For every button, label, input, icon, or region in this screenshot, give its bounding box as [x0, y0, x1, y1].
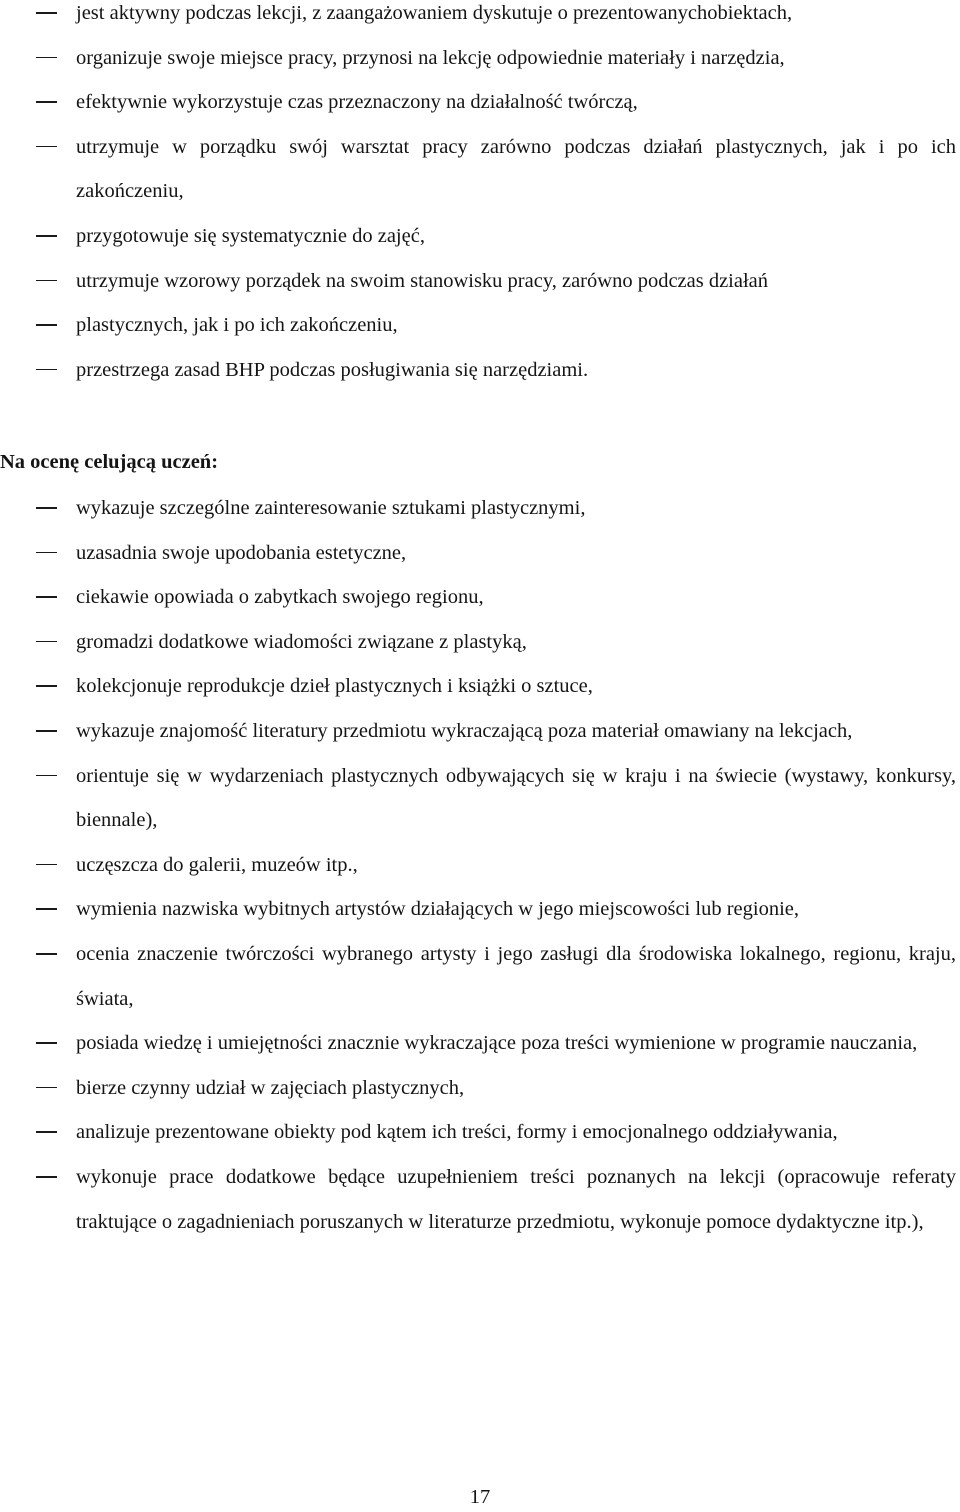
dash-bullet — [36, 146, 57, 148]
dash-bullet — [36, 1131, 57, 1133]
dash-bullet — [36, 280, 57, 282]
list-item: efektywnie wykorzystuje czas przeznaczony na działalność twórczą, — [0, 80, 958, 125]
list-item: bierze czynny udział w zajęciach plastycznych, — [0, 1066, 958, 1111]
dash-bullet — [36, 12, 57, 14]
dash-bullet — [36, 1042, 57, 1044]
dash-bullet — [36, 596, 57, 598]
dash-bullet — [36, 552, 57, 554]
requirements-list-excellent-grade — [0, 486, 958, 1244]
dash-bullet — [36, 908, 57, 910]
list-item: ciekawie opowiada o zabytkach swojego regionu, — [0, 575, 958, 620]
page-number: 17 — [469, 1486, 491, 1508]
list-item: organizuje swoje miejsce pracy, przynosi na lekcję odpowiednie materiały i narzędzia, — [0, 36, 958, 81]
section-heading: Na ocenę celującą uczeń: — [0, 451, 219, 473]
list-item: ocenia znaczenie twórczości wybranego artysty i jego zasługi dla środowiska lokalnego, regionu, kraju, świata, — [0, 932, 958, 1021]
list-item: plastycznych, jak i po ich zakończeniu, — [0, 303, 958, 348]
list-item: jest aktywny podczas lekcji, z zaangażowaniem dyskutuje o prezentowanychobiektach, — [0, 0, 958, 36]
list-item: uzasadnia swoje upodobania estetyczne, — [0, 531, 958, 576]
list-item: uczęszcza do galerii, muzeów itp., — [0, 843, 958, 888]
dash-bullet — [36, 1087, 57, 1089]
list-item: przestrzega zasad BHP podczas posługiwania się narzędziami. — [0, 348, 958, 393]
dash-bullet — [36, 864, 57, 866]
list-item: kolekcjonuje reprodukcje dzieł plastycznych i książki o sztuce, — [0, 664, 958, 709]
dash-bullet — [36, 775, 57, 777]
list-item: przygotowuje się systematycznie do zajęć, — [0, 214, 958, 259]
list-item: utrzymuje wzorowy porządek na swoim stanowisku pracy, zarówno podczas działań — [0, 259, 958, 304]
list-item: wymienia nazwiska wybitnych artystów działających w jego miejscowości lub regionie, — [0, 887, 958, 932]
list-item: orientuje się w wydarzeniach plastycznych odbywających się w kraju i na świecie (wystawy, konkursy, biennale), — [0, 754, 958, 843]
dash-bullet — [36, 730, 57, 732]
list-item: analizuje prezentowane obiekty pod kątem ich treści, formy i emocjonalnego oddziaływania, — [0, 1110, 958, 1155]
dash-bullet — [36, 953, 57, 955]
dash-bullet — [36, 641, 57, 643]
dash-bullet — [36, 1176, 57, 1178]
list-item: posiada wiedzę i umiejętności znacznie wykraczające poza treści wymienione w programie nauczania, — [0, 1021, 958, 1066]
dash-bullet — [36, 101, 57, 103]
dash-bullet — [36, 57, 57, 59]
dash-bullet — [36, 685, 57, 687]
requirements-list-continued — [0, 0, 958, 392]
list-item: wykazuje znajomość literatury przedmiotu wykraczającą poza materiał omawiany na lekcjach, — [0, 709, 958, 754]
dash-bullet — [36, 507, 57, 509]
dash-bullet — [36, 235, 57, 237]
dash-bullet — [36, 369, 57, 371]
list-item: wykonuje prace dodatkowe będące uzupełnieniem treści poznanych na lekcji (opracowuje referaty traktujące o zagadnieniach poruszanych w literaturze przedmiotu, wykonuje pomoce dydaktyczne itp.), — [0, 1155, 958, 1244]
list-item: utrzymuje w porządku swój warsztat pracy zarówno podczas działań plastycznych, jak i po ich zakończeniu, — [0, 125, 958, 214]
dash-bullet — [36, 324, 57, 326]
list-item: wykazuje szczególne zainteresowanie sztukami plastycznymi, — [0, 486, 958, 531]
list-item: gromadzi dodatkowe wiadomości związane z plastyką, — [0, 620, 958, 665]
